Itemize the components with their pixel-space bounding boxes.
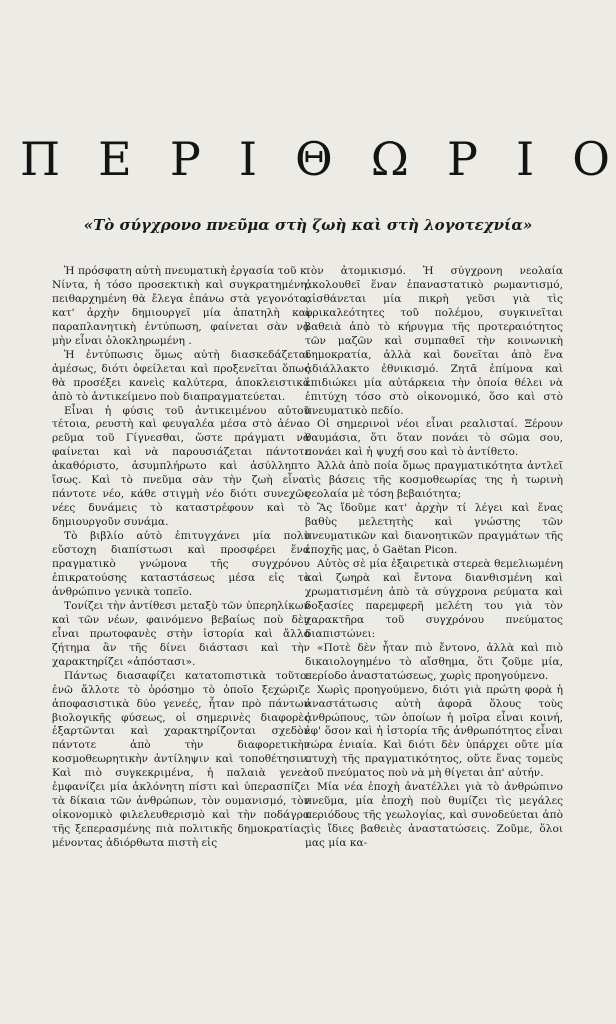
paragraph: Ἂς ἴδοῦμε κατ' ἀρχὴν τί λέγει καὶ ἕνας βαθὺς μελετητὴς καὶ γνώστης τῶν πνευματικῶν καὶ διανοητικῶν πραγμάτων τῆς ἐποχῆς μας, ὁ Gaëtan Picon.	[305, 502, 563, 557]
title-letter: Ε	[98, 132, 132, 186]
title-letter: Ι	[238, 132, 257, 186]
paragraph: Χωρὶς προηγούμενο, διότι γιὰ πρώτη φορὰ ἡ ἀναστάτωσις αὐτὴ ἀφορᾶ ὅλους τοὺς ἀνθρώπους, τῶν ὁποίων ἡ μοῖρα εἶναι κοινή, ἐφ' ὅσον καὶ ἡ ἱστορία τῆς ἀνθρωπότητος εἶναι τώρα ἑνιαία. Καὶ διότι δὲν ὑπάρχει οὔτε μία πτυχὴ τῆς πραγματικότητος, οὔτε ἕνας τομεὺς τοῦ πνεύματος ποὺ νὰ μὴ θίγεται ἀπ' αὐτήν.	[305, 683, 563, 780]
paragraph: Οἱ σημερινοὶ νέοι εἶναι ρεαλισταί. Ξέρουν θαυμάσια, ὅτι ὅταν πονάει τὸ σῶμα σου, πονάει καὶ ἡ ψυχή σου καὶ τὸ ἀντίθετο.	[305, 418, 563, 459]
paragraph: Εἶναι ἡ φύσις τοῦ ἀντικειμένου αὐτοῦ τέτοια, ρευστὴ καὶ φευγαλέα μέσα στὸ ἀέναο ρεῦμα τοῦ Γίγνεσθαι, ὥστε πράγματι νὰ φαίνεται καὶ νὰ παρουσιάζεται πάντοτε ἀκαθόριστο, ἀσυμπλήρωτο καὶ ἀσύλληπτο ἴσως. Καὶ τὸ πνεῦμα σὰν τὴν ζωὴ εἶναι πάντοτε νέο, κάθε στιγμὴ νέο διότι συνεχῶς νέες δυνάμεις τὸ καταστρέφουν καὶ τὸ δημιουργοῦν συνάμα.	[52, 404, 310, 529]
paragraph: Τονίζει τὴν ἀντίθεσι μεταξὺ τῶν ὑπερηλίκων καὶ τῶν νέων, φαινόμενο βεβαίως ποὺ δὲν εἶναι πρωτοφανὲς στὴν ἱστορία καὶ ἄλλο ζήτημα ἂν τῆς δίνει διάστασι καὶ τὴν χαρακτηρίζει «ἀπόστασι».	[52, 599, 310, 668]
title-letter: Ι	[515, 132, 535, 186]
paragraph: Αὐτὸς σὲ μία ἐξαιρετικὰ στερεὰ θεμελιωμένη καὶ ζωηρὰ καὶ ἔντονα διανθισμένη καὶ χρωματισμένη ἀπὸ τὰ σύγχρονα ρεύματα καὶ δοξασίες παρεμφερῆ μελέτη του γιὰ τὸν χαρακτῆρα τοῦ συγχρόνου πνεύματος διαπιστώνει:	[305, 558, 563, 640]
title-letter: Ρ	[169, 132, 201, 186]
title-letter: Ρ	[446, 132, 478, 186]
paragraph: Ἡ πρόσφατη αὐτὴ πνευματικὴ ἐργασία τοῦ κ. Νίντα, ἡ τόσο προσεκτικὴ καὶ συγκρατημένη, πειθαρχημένη θὰ ἔλεγα ἐπάνω στὰ γεγονότα, κατ' ἀρχὴν δημιουργεῖ μία ἀπατηλὴ καὶ παραπλανητικὴ ἐντύπωση, φαίνεται σὰν νὰ μὴν εἶναι ὁλοκληρωμένη .	[52, 265, 310, 347]
paragraph: Μία νέα ἐποχὴ ἀνατέλλει γιὰ τὸ ἀνθρώπινο πνεῦμα, μία ἐποχὴ ποὺ θυμίζει τὶς μεγάλες περιόδους τῆς γεωλογίας, καὶ συνοδεύεται ἀπὸ τὶς ἴδιες βαθειὲς ἀναστατώσεις. Ζοῦμε, ὅλοι μας μία κα-	[305, 781, 563, 850]
paragraph: τὸν ἀτομικισμό. Ἡ σύγχρονη νεολαία ἀκολουθεῖ ἕναν ἐπαναστατικὸ ρωμαντισμό, αἰσθάνεται μία πικρὴ γεῦσι γιὰ τὶς φρικαλεότητες τοῦ πολέμου, συγκινεῖται βαθειὰ ἀπὸ τὸ κήρυγμα τῆς προτεραιότητος τῶν μαζῶν καὶ συμπαθεῖ τὴν κοινωνικὴ δημοκρατία, ἀλλὰ καὶ δονεῖται ἀπὸ ἕνα ἀδιάλλακτο ἐθνικισμό. Ζητᾶ ἐπίμονα καὶ ἐπιδιώκει μία αὐτάρκεια τὴν ὁποία θέλει νὰ ἐπιτύχη τόσο στὸ οἰκονομικό, ὅσο καὶ στὸ πνευματικὸ πεδίο.	[305, 265, 563, 417]
title-letter: Ο	[572, 132, 610, 186]
page-title	[20, 132, 610, 186]
paragraph: Πάντως διασαφίζει κατατοπιστικὰ τοῦτο: ἐνῶ ἄλλοτε τὸ ὁρόσημο τὸ ὁποῖο ξεχώριζε ἀποφασιστικὰ δύο γενεές, ἦταν πρὸ πάντων βιολογικῆς φύσεως, οἱ σημερινὲς διαφορὲς ἐξαρτῶνται καὶ χαρακτηρίζονται σχεδὸν πάντοτε ἀπὸ τὴν διαφορετικὴν κοσμοθεωρητικὴν ἀντίληψιν καὶ τοποθέτησιν. Καὶ πιὸ συγκεκριμένα, ἡ παλαιὰ γενεὰ ἐμφανίζει μία ἀκλόνητη πίστι καὶ ὑπερασπίζει τὰ δίκαια τῶν ἀνθρώπων, τὸν ουμανισμό, τὸν οἰκονομικὸ φιλελευθερισμὸ καὶ τὴν ποδάγρα τῆς ξεπερασμένης πιὰ πολιτικῆς δημοκρατίας, μένοντας ἀδιόρθωτα πιστὴ εἰς	[52, 669, 310, 850]
title-letter: Π	[20, 132, 61, 186]
right-column	[305, 265, 563, 851]
title-letter: Ω	[370, 132, 409, 186]
left-column	[52, 265, 310, 851]
paragraph: Ἀλλὰ ἀπὸ ποία ὅμως πραγματικότητα ἀντλεῖ τὶς βάσεις τῆς κοσμοθεωρίας της ἡ τωρινὴ νεολαία μὲ τόση βεβαιότητα;	[305, 460, 563, 501]
paragraph: «Ποτὲ δὲν ἦταν πιὸ ἔντονο, ἀλλὰ καὶ πιὸ δικαιολογημένο τὸ αἴσθημα, ὅτι ζοῦμε μία, περίοδο ἀναστατώσεως, χωρὶς προηγούμενο.	[305, 641, 563, 682]
paragraph: Τὸ βιβλίο αὐτὸ ἐπιτυγχάνει μία πολὺ εὔστοχη διαπίστωσι καὶ προσφέρει ἕνα πραγματικὸ γνώμονα τῆς συγχρόνου ἐπικρατούσης καταστάσεως μέσα εἰς τὸ ἀνθρώπινο γενικὰ τοπεῖο.	[52, 530, 310, 598]
title-letter: Θ	[295, 132, 333, 186]
paragraph: Ἡ ἐντύπωσις ὅμως αὐτὴ διασκεδάζεται ἀμέσως, διότι ὀφείλεται καὶ προξενεῖται ὅπως θὰ προσέξει κανεὶς καλύτερα, ἀποκλειστικὰ ἀπὸ τὸ ἀντικείμενο ποὺ διαπραγματεύεται.	[52, 348, 310, 403]
article-subtitle: «Τὸ σύγχρονο πνεῦμα στὴ ζωὴ καὶ στὴ λογοτεχνία»	[83, 216, 533, 234]
